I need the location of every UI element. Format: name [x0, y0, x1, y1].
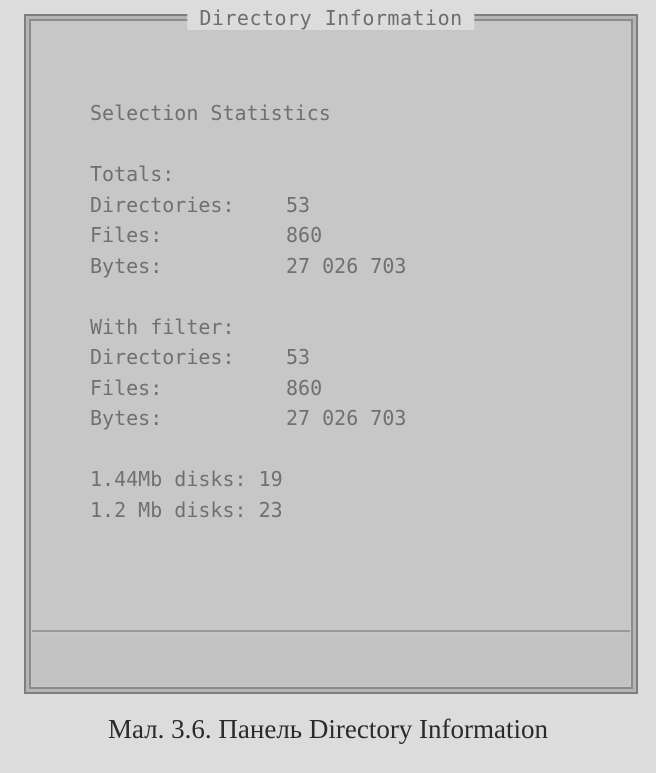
totals-directories-value: 53 — [286, 192, 311, 217]
totals-files-value: 860 — [286, 223, 323, 247]
panel-content — [90, 98, 406, 525]
totals-files-label: Files: — [90, 223, 163, 247]
disks-144-row — [90, 464, 406, 495]
totals-bytes-value: 27 026 703 — [286, 253, 407, 278]
disks-12-label: 1.2 Mb disks: — [90, 497, 247, 522]
disks-12-value: 23 — [258, 497, 283, 522]
panel-title: Directory Information — [187, 6, 474, 30]
filter-header: With filter: — [90, 314, 235, 339]
directory-information-panel — [24, 6, 638, 694]
footer-divider — [32, 630, 630, 632]
filter-bytes-row — [90, 403, 406, 434]
disks-12-row — [90, 495, 406, 526]
disks-144-value: 19 — [258, 467, 283, 491]
totals-directories-row — [90, 190, 406, 221]
totals-files-row — [90, 220, 406, 251]
totals-header: Totals: — [90, 162, 175, 186]
selection-statistics-heading: Selection Statistics — [90, 101, 331, 125]
panel-status-area — [32, 633, 630, 686]
filter-files-value: 860 — [286, 375, 323, 400]
filter-directories-row — [90, 342, 406, 373]
disks-144-label: 1.44Mb disks: — [90, 467, 247, 491]
filter-bytes-value: 27 026 703 — [286, 406, 407, 430]
filter-files-label: Files: — [90, 375, 163, 400]
totals-directories-label: Directories: — [90, 192, 235, 217]
totals-bytes-label: Bytes: — [90, 253, 163, 278]
filter-bytes-label: Bytes: — [90, 406, 163, 430]
totals-bytes-row — [90, 251, 406, 282]
filter-files-row — [90, 373, 406, 404]
figure-caption: Мал. 3.6. Панель Directory Information — [107, 714, 549, 744]
filter-directories-value: 53 — [286, 345, 311, 369]
filter-directories-label: Directories: — [90, 345, 235, 369]
